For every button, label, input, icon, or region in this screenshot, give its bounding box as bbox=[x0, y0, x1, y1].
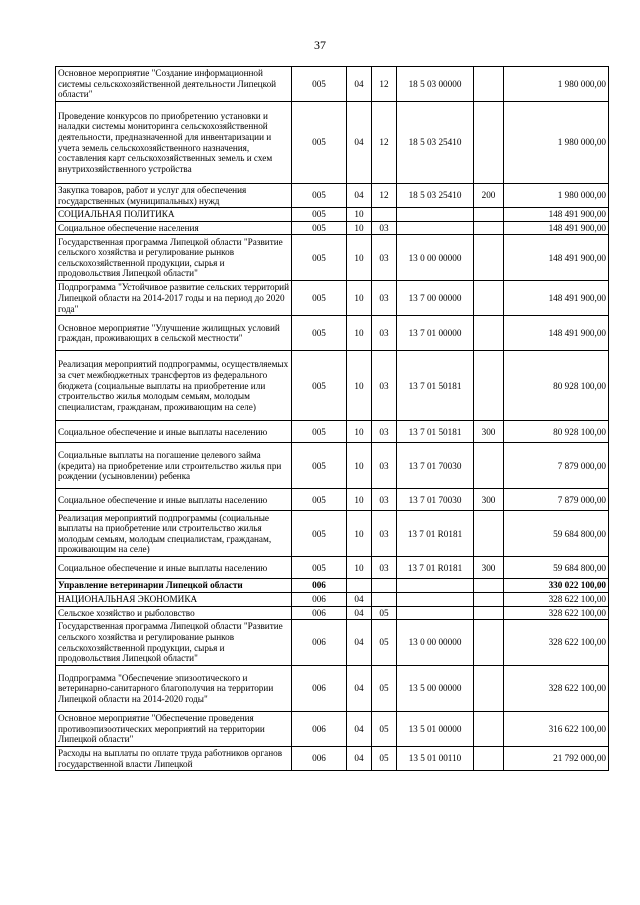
section-code-cell: 04 bbox=[347, 606, 372, 620]
target-code-cell bbox=[397, 606, 474, 620]
section-code-cell: 10 bbox=[347, 281, 372, 316]
row-name-cell: Управление ветеринарии Липецкой области bbox=[56, 579, 292, 593]
amount-cell: 59 684 800,00 bbox=[504, 557, 609, 579]
row-name-cell: Основное мероприятие "Обеспечение проведения противоэпизоотических мероприятий на территории Липецкой области" bbox=[56, 712, 292, 747]
target-code-cell: 13 7 01 50181 bbox=[397, 351, 474, 421]
ministry-code-cell: 005 bbox=[292, 208, 347, 222]
ministry-code-cell: 005 bbox=[292, 489, 347, 511]
page-number: 37 bbox=[314, 38, 326, 52]
table-row bbox=[56, 102, 609, 184]
row-name-cell: Социальные выплаты на погашение целевого займа (кредита) на приобретение или строительство жилья при рождении (усыновлении) ребенка bbox=[56, 443, 292, 489]
amount-cell: 148 491 900,00 bbox=[504, 235, 609, 281]
target-code-cell: 13 7 01 70030 bbox=[397, 489, 474, 511]
expense-type-cell bbox=[474, 67, 504, 102]
target-code-cell: 18 5 03 25410 bbox=[397, 184, 474, 208]
expense-type-cell bbox=[474, 235, 504, 281]
table-row bbox=[56, 184, 609, 208]
amount-cell: 7 879 000,00 bbox=[504, 443, 609, 489]
expense-type-cell bbox=[474, 208, 504, 222]
table-row bbox=[56, 351, 609, 421]
section-code-cell: 04 bbox=[347, 666, 372, 712]
amount-cell: 1 980 000,00 bbox=[504, 67, 609, 102]
subsection-code-cell: 03 bbox=[372, 443, 397, 489]
section-code-cell: 10 bbox=[347, 316, 372, 351]
row-name-cell: Реализация мероприятий подпрограммы (социальные выплаты на приобретение или строительство жилья молодым семьям, молодым специалистам, гражданам, проживающим на селе) bbox=[56, 511, 292, 557]
subsection-code-cell: 05 bbox=[372, 712, 397, 747]
expense-type-cell bbox=[474, 606, 504, 620]
ministry-code-cell: 005 bbox=[292, 443, 347, 489]
target-code-cell: 18 5 03 25410 bbox=[397, 102, 474, 184]
amount-cell: 148 491 900,00 bbox=[504, 316, 609, 351]
table-row bbox=[56, 489, 609, 511]
table-row bbox=[56, 208, 609, 222]
subsection-code-cell: 03 bbox=[372, 316, 397, 351]
subsection-code-cell: 12 bbox=[372, 184, 397, 208]
subsection-code-cell: 12 bbox=[372, 67, 397, 102]
subsection-code-cell: 03 bbox=[372, 235, 397, 281]
row-name-cell: Государственная программа Липецкой области "Развитие сельского хозяйства и регулирование рынков сельскохозяйственной продукции, сырья и продовольствия Липецкой области" bbox=[56, 235, 292, 281]
row-name-cell: Закупка товаров, работ и услуг для обеспечения государственных (муниципальных) нужд bbox=[56, 184, 292, 208]
ministry-code-cell: 005 bbox=[292, 184, 347, 208]
ministry-code-cell: 005 bbox=[292, 351, 347, 421]
expense-type-cell bbox=[474, 579, 504, 593]
subsection-code-cell: 05 bbox=[372, 606, 397, 620]
amount-cell: 21 792 000,00 bbox=[504, 747, 609, 771]
subsection-code-cell: 12 bbox=[372, 102, 397, 184]
row-name-cell: Основное мероприятие "Создание информационной системы сельскохозяйственной деятельности Липецкой области" bbox=[56, 67, 292, 102]
subsection-code-cell bbox=[372, 592, 397, 606]
expense-type-cell bbox=[474, 281, 504, 316]
target-code-cell: 13 7 01 R0181 bbox=[397, 511, 474, 557]
subsection-code-cell: 03 bbox=[372, 421, 397, 443]
amount-cell: 328 622 100,00 bbox=[504, 592, 609, 606]
section-code-cell: 04 bbox=[347, 102, 372, 184]
row-name-cell: Социальное обеспечение населения bbox=[56, 221, 292, 235]
row-name-cell: Подпрограмма "Устойчивое развитие сельских территорий Липецкой области на 2014-2017 годы и на период до 2020 года" bbox=[56, 281, 292, 316]
expense-type-cell: 300 bbox=[474, 421, 504, 443]
expense-type-cell bbox=[474, 666, 504, 712]
target-code-cell: 18 5 03 00000 bbox=[397, 67, 474, 102]
amount-cell: 328 622 100,00 bbox=[504, 666, 609, 712]
expense-type-cell bbox=[474, 592, 504, 606]
target-code-cell: 13 7 01 50181 bbox=[397, 421, 474, 443]
expense-type-cell: 200 bbox=[474, 184, 504, 208]
target-code-cell: 13 7 01 70030 bbox=[397, 443, 474, 489]
ministry-code-cell: 006 bbox=[292, 592, 347, 606]
amount-cell: 328 622 100,00 bbox=[504, 620, 609, 666]
ministry-code-cell: 006 bbox=[292, 606, 347, 620]
amount-cell: 59 684 800,00 bbox=[504, 511, 609, 557]
row-name-cell: Социальное обеспечение и иные выплаты населению bbox=[56, 489, 292, 511]
row-name-cell: Сельское хозяйство и рыболовство bbox=[56, 606, 292, 620]
amount-cell: 80 928 100,00 bbox=[504, 421, 609, 443]
expense-type-cell bbox=[474, 102, 504, 184]
row-name-cell: Социальное обеспечение и иные выплаты населению bbox=[56, 421, 292, 443]
target-code-cell: 13 5 00 00000 bbox=[397, 666, 474, 712]
section-code-cell: 10 bbox=[347, 351, 372, 421]
amount-cell: 7 879 000,00 bbox=[504, 489, 609, 511]
table-row bbox=[56, 316, 609, 351]
subsection-code-cell: 03 bbox=[372, 489, 397, 511]
target-code-cell: 13 7 01 00000 bbox=[397, 316, 474, 351]
expense-type-cell bbox=[474, 712, 504, 747]
expense-type-cell: 300 bbox=[474, 489, 504, 511]
table-row bbox=[56, 221, 609, 235]
table-row bbox=[56, 235, 609, 281]
table-row bbox=[56, 67, 609, 102]
table-row bbox=[56, 443, 609, 489]
section-code-cell: 10 bbox=[347, 421, 372, 443]
expense-type-cell: 300 bbox=[474, 557, 504, 579]
target-code-cell: 13 0 00 00000 bbox=[397, 620, 474, 666]
section-code-cell: 04 bbox=[347, 67, 372, 102]
subsection-code-cell: 03 bbox=[372, 511, 397, 557]
subsection-code-cell bbox=[372, 208, 397, 222]
section-code-cell: 10 bbox=[347, 208, 372, 222]
ministry-code-cell: 006 bbox=[292, 666, 347, 712]
ministry-code-cell: 005 bbox=[292, 235, 347, 281]
ministry-code-cell: 005 bbox=[292, 221, 347, 235]
amount-cell: 148 491 900,00 bbox=[504, 208, 609, 222]
amount-cell: 148 491 900,00 bbox=[504, 281, 609, 316]
expense-type-cell bbox=[474, 351, 504, 421]
section-code-cell: 10 bbox=[347, 221, 372, 235]
table-row bbox=[56, 620, 609, 666]
expense-type-cell bbox=[474, 221, 504, 235]
amount-cell: 80 928 100,00 bbox=[504, 351, 609, 421]
ministry-code-cell: 006 bbox=[292, 712, 347, 747]
ministry-code-cell: 005 bbox=[292, 511, 347, 557]
target-code-cell: 13 5 01 00000 bbox=[397, 712, 474, 747]
section-code-cell: 10 bbox=[347, 443, 372, 489]
target-code-cell: 13 5 01 00110 bbox=[397, 747, 474, 771]
table-row bbox=[56, 557, 609, 579]
expense-type-cell bbox=[474, 316, 504, 351]
expense-type-cell bbox=[474, 511, 504, 557]
row-name-cell: Социальное обеспечение и иные выплаты населению bbox=[56, 557, 292, 579]
ministry-code-cell: 006 bbox=[292, 747, 347, 771]
budget-table bbox=[55, 66, 609, 771]
ministry-code-cell: 005 bbox=[292, 281, 347, 316]
subsection-code-cell: 03 bbox=[372, 281, 397, 316]
subsection-code-cell: 03 bbox=[372, 557, 397, 579]
row-name-cell: СОЦИАЛЬНАЯ ПОЛИТИКА bbox=[56, 208, 292, 222]
amount-cell: 148 491 900,00 bbox=[504, 221, 609, 235]
amount-cell: 330 022 100,00 bbox=[504, 579, 609, 593]
section-code-cell: 10 bbox=[347, 235, 372, 281]
budget-table-body bbox=[56, 67, 609, 771]
row-name-cell: Проведение конкурсов по приобретению установки и наладки системы мониторинга сельскохозяйственной деятельности, предназначенной для инвентаризации и учета земель сельскохозяйственного назначения, составления карт сельскохозяйственных земель и схем внутрихозяйственного устройства bbox=[56, 102, 292, 184]
section-code-cell: 04 bbox=[347, 747, 372, 771]
target-code-cell bbox=[397, 579, 474, 593]
target-code-cell: 13 7 00 00000 bbox=[397, 281, 474, 316]
expense-type-cell bbox=[474, 620, 504, 666]
section-code-cell: 04 bbox=[347, 184, 372, 208]
table-row bbox=[56, 511, 609, 557]
row-name-cell: Государственная программа Липецкой области "Развитие сельского хозяйства и регулирование рынков сельскохозяйственной продукции, сырья и продовольствия Липецкой области" bbox=[56, 620, 292, 666]
section-code-cell: 10 bbox=[347, 511, 372, 557]
subsection-code-cell: 05 bbox=[372, 747, 397, 771]
row-name-cell: Расходы на выплаты по оплате труда работников органов государственной власти Липецкой bbox=[56, 747, 292, 771]
subsection-code-cell: 05 bbox=[372, 666, 397, 712]
amount-cell: 1 980 000,00 bbox=[504, 102, 609, 184]
table-row bbox=[56, 712, 609, 747]
section-code-cell: 10 bbox=[347, 489, 372, 511]
target-code-cell bbox=[397, 592, 474, 606]
expense-type-cell bbox=[474, 443, 504, 489]
table-row bbox=[56, 579, 609, 593]
table-row bbox=[56, 281, 609, 316]
subsection-code-cell: 05 bbox=[372, 620, 397, 666]
subsection-code-cell: 03 bbox=[372, 351, 397, 421]
row-name-cell: НАЦИОНАЛЬНАЯ ЭКОНОМИКА bbox=[56, 592, 292, 606]
table-row bbox=[56, 421, 609, 443]
subsection-code-cell: 03 bbox=[372, 221, 397, 235]
section-code-cell: 04 bbox=[347, 592, 372, 606]
table-row bbox=[56, 747, 609, 771]
subsection-code-cell bbox=[372, 579, 397, 593]
ministry-code-cell: 006 bbox=[292, 620, 347, 666]
target-code-cell bbox=[397, 221, 474, 235]
table-row bbox=[56, 592, 609, 606]
target-code-cell: 13 7 01 R0181 bbox=[397, 557, 474, 579]
row-name-cell: Подпрограмма "Обеспечение эпизоотического и ветеринарно-санитарного благополучия на территории Липецкой области на 2014-2020 годы" bbox=[56, 666, 292, 712]
table-row bbox=[56, 606, 609, 620]
ministry-code-cell: 005 bbox=[292, 67, 347, 102]
section-code-cell: 04 bbox=[347, 620, 372, 666]
ministry-code-cell: 005 bbox=[292, 316, 347, 351]
section-code-cell: 10 bbox=[347, 557, 372, 579]
target-code-cell: 13 0 00 00000 bbox=[397, 235, 474, 281]
ministry-code-cell: 006 bbox=[292, 579, 347, 593]
row-name-cell: Основное мероприятие "Улучшение жилищных условий граждан, проживающих в сельской местности" bbox=[56, 316, 292, 351]
ministry-code-cell: 005 bbox=[292, 102, 347, 184]
ministry-code-cell: 005 bbox=[292, 421, 347, 443]
amount-cell: 328 622 100,00 bbox=[504, 606, 609, 620]
amount-cell: 316 622 100,00 bbox=[504, 712, 609, 747]
table-row bbox=[56, 666, 609, 712]
section-code-cell: 04 bbox=[347, 712, 372, 747]
amount-cell: 1 980 000,00 bbox=[504, 184, 609, 208]
section-code-cell bbox=[347, 579, 372, 593]
expense-type-cell bbox=[474, 747, 504, 771]
target-code-cell bbox=[397, 208, 474, 222]
row-name-cell: Реализация мероприятий подпрограммы, осуществляемых за счет межбюджетных трансфертов из федерального бюджета (социальные выплаты на приобретение или строительство жилья молодым семьям, молодым специалистам, гражданам, проживающим на селе) bbox=[56, 351, 292, 421]
ministry-code-cell: 005 bbox=[292, 557, 347, 579]
